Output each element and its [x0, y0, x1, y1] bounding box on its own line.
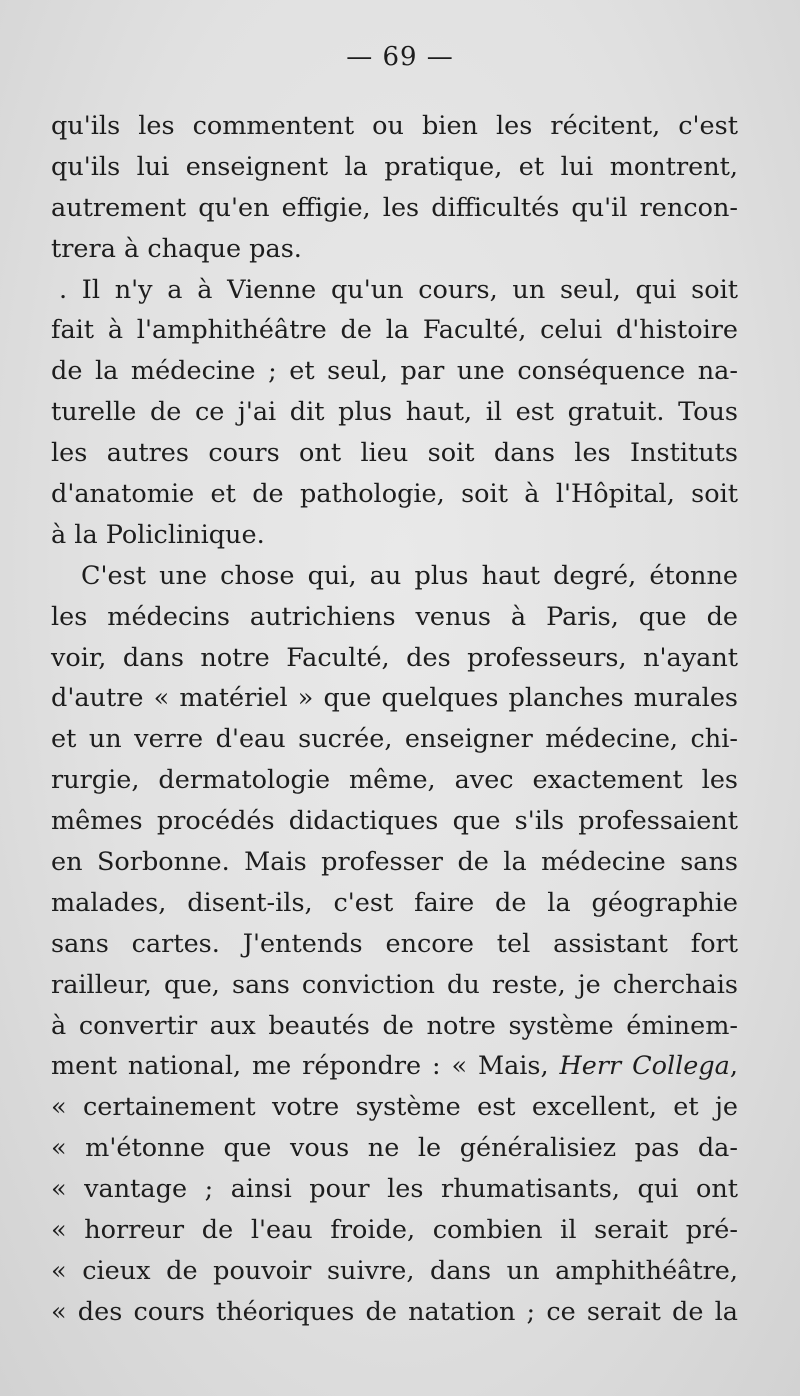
text-line: « des cours théoriques de natation ; ce serait de la [51, 1296, 738, 1327]
text-line: à convertir aux beautés de notre système éminem- [51, 1010, 738, 1041]
text-line: qu'ils lui enseignent la pratique, et lui montrent, [51, 151, 738, 182]
text-line: turelle de ce j'ai dit plus haut, il est gratuit. Tous [51, 397, 738, 428]
text-line: trera à chaque pas. [51, 233, 302, 264]
body-text [51, 106, 738, 1333]
page-number: — 69 — [346, 42, 454, 72]
text-line: « certainement votre système est excellent, et je [51, 1092, 738, 1123]
text-line: malades, disent-ils, c'est faire de la géographie [51, 887, 738, 918]
line-segment: , [729, 1051, 738, 1082]
text-line: et un verre d'eau sucrée, enseigner médecine, chi- [51, 724, 738, 755]
text-line: « m'étonne que vous ne le généralisiez pas da- [51, 1133, 738, 1164]
text-line: qu'ils les commentent ou bien les récitent, c'est [51, 111, 738, 141]
italic-phrase: Herr Collega [559, 1051, 730, 1082]
text-line: les autres cours ont lieu soit dans les Instituts [51, 438, 738, 469]
text-line: « cieux de pouvoir suivre, dans un amphithéâtre, [51, 1255, 738, 1286]
text-line: railleur, que, sans conviction du reste, je cherchais [51, 969, 738, 1000]
text-line: d'autre « matériel » que quelques planches murales [51, 683, 738, 714]
text-line-italic [51, 1046, 738, 1087]
text-line: mêmes procédés didactiques que s'ils professaient [51, 806, 738, 837]
text-line: de la médecine ; et seul, par une conséquence na- [51, 356, 738, 387]
line-segment: ment national, me répondre : « Mais, [51, 1051, 560, 1082]
text-line: en Sorbonne. Mais professer de la médecine sans [51, 847, 738, 878]
text-line: « vantage ; ainsi pour les rhumatisants, qui ont [51, 1174, 738, 1205]
text-line: voir, dans notre Faculté, des professeurs, n'ayant [51, 642, 738, 673]
text-line: fait à l'amphithéâtre de la Faculté, celui d'histoire [51, 315, 738, 346]
text-line: à la Policlinique. [51, 519, 265, 550]
text-line: . Il n'y a à Vienne qu'un cours, un seul, qui soit [59, 274, 738, 305]
text-line: rurgie, dermatologie même, avec exactement les [51, 765, 738, 796]
text-line: sans cartes. J'entends encore tel assistant fort [51, 928, 738, 959]
text-line: les médecins autrichiens venus à Paris, que de [51, 601, 738, 632]
text-line: « horreur de l'eau froide, combien il serait pré- [51, 1215, 738, 1246]
text-line: autrement qu'en effigie, les difficultés qu'il rencon- [51, 192, 738, 223]
text-line: d'anatomie et de pathologie, soit à l'Hôpital, soit [51, 479, 738, 510]
text-line: C'est une chose qui, au plus haut degré, étonne [81, 560, 738, 591]
